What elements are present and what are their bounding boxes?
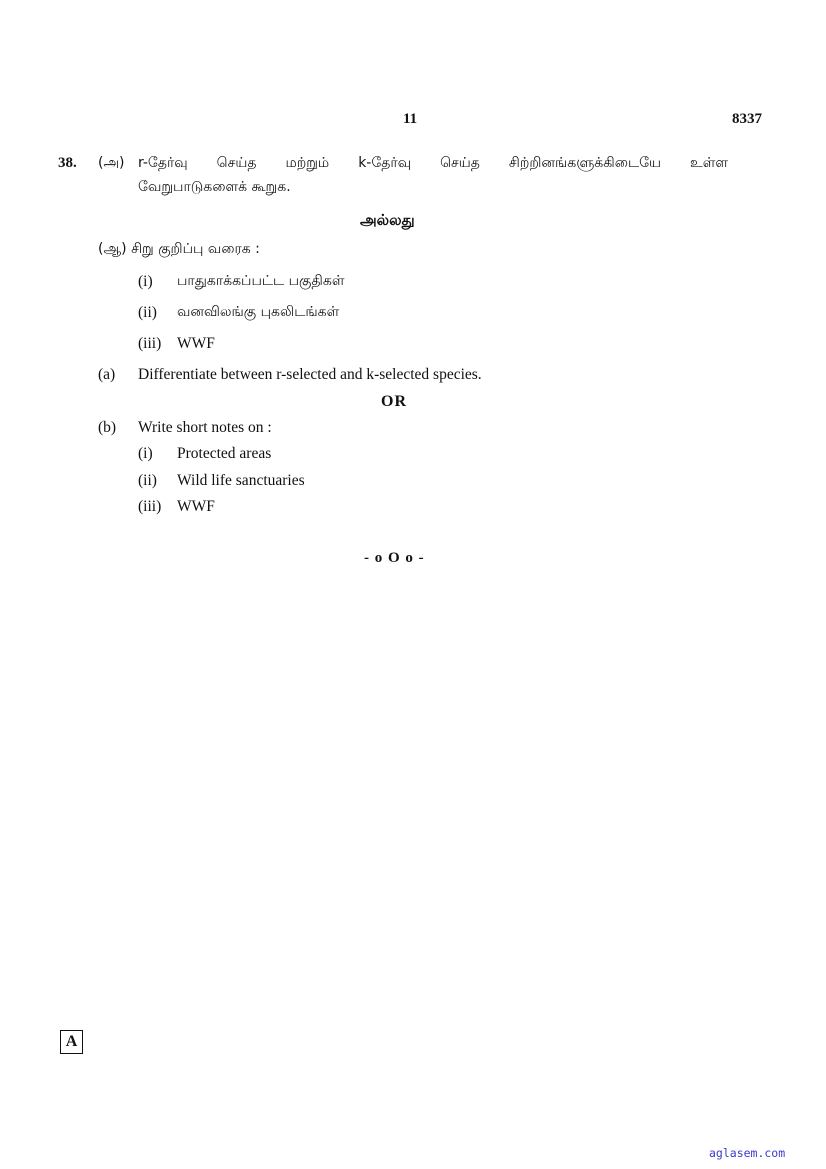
english-part-a-text: Differentiate between r-selected and k-selected species. (138, 366, 482, 383)
tamil-item-text: பாதுகாக்கப்பட்ட பகுதிகள் (177, 273, 345, 289)
tamil-part-b-label: (ஆ) சிறு குறிப்பு வரைக : (98, 241, 260, 257)
english-part-b-text: Write short notes on : (138, 419, 272, 436)
english-item-text: Protected areas (177, 445, 272, 462)
tamil-part-a-text-line1: r-தேர்வு செய்த மற்றும் k-தேர்வு செய்த சிற்றினங்களுக்கிடையே உள்ள (138, 155, 728, 171)
english-item-number: (ii) (138, 472, 157, 489)
english-item-number: (i) (138, 445, 153, 462)
tamil-item-text: வனவிலங்கு புகலிடங்கள் (177, 304, 340, 320)
tamil-item-number: (ii) (138, 304, 157, 321)
english-item-text: WWF (177, 498, 215, 515)
tamil-item-number: (i) (138, 273, 153, 290)
end-of-paper-mark: - o O o - (364, 550, 425, 566)
series-box: A (60, 1030, 83, 1054)
english-or-separator: OR (381, 393, 407, 410)
tamil-item-text: WWF (177, 335, 215, 352)
tamil-part-a-text-line2: வேறுபாடுகளைக் கூறுக. (138, 179, 291, 195)
watermark: aglasem.com (709, 1146, 786, 1160)
english-item-number: (iii) (138, 498, 162, 515)
tamil-part-a-label: (அ) (98, 155, 125, 171)
english-part-a-label: (a) (98, 366, 116, 383)
english-item-text: Wild life sanctuaries (177, 472, 305, 489)
question-number: 38. (58, 155, 77, 171)
paper-code: 8337 (732, 111, 762, 127)
page-number: 11 (403, 111, 418, 127)
tamil-item-number: (iii) (138, 335, 162, 352)
english-part-b-label: (b) (98, 419, 117, 436)
tamil-or-separator: அல்லது (360, 211, 415, 229)
